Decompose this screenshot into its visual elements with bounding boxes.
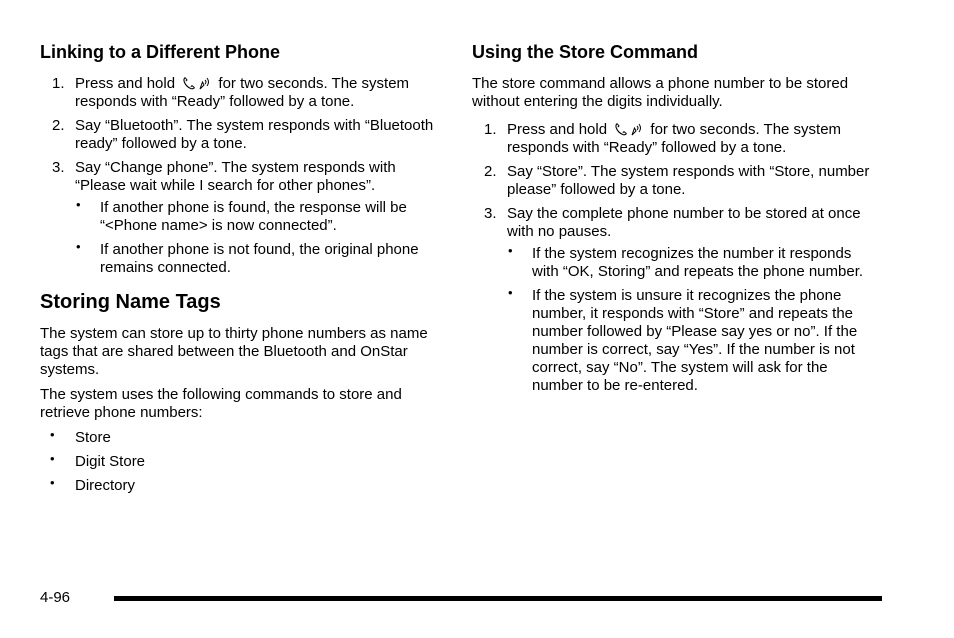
step-text: Say “Store”. The system responds with “Store, number please” followed by a tone.: [507, 163, 870, 198]
command-item: • Store: [40, 429, 440, 447]
command-item: • Digit Store: [40, 453, 440, 471]
step-text: Say “Change phone”. The system responds with “Please wait while I search for other phones”.: [75, 159, 396, 194]
bullet-item: • If the system is unsure it recognizes the phone number, it responds with “Store” and repeats the number followed by “Please say yes or no”. If the number is correct, say “Yes”. If the number is not correct, say “No”. The system will ask for the number to be re-entered.: [507, 287, 882, 395]
store-heading: Using the Store Command: [472, 42, 699, 62]
footer-rule: [114, 596, 882, 601]
step-text: Say the complete phone number to be stored at once with no pauses.: [507, 205, 861, 240]
storing-heading: Storing Name Tags: [40, 291, 221, 313]
command-list: [40, 429, 440, 495]
store-step-1: [472, 121, 882, 157]
command-item: • Directory: [40, 477, 440, 495]
linking-step-3: [40, 159, 440, 277]
linking-step-1: [40, 75, 440, 111]
step-number: 3.: [484, 205, 497, 222]
linking-step-2: [40, 117, 440, 153]
storing-paragraph-2: The system uses the following commands to store and retrieve phone numbers:: [40, 386, 402, 421]
phone-handset-icon: [614, 122, 628, 136]
store-step-2: [472, 163, 882, 199]
store-step-3: [472, 205, 882, 395]
step-number: 2.: [484, 163, 497, 180]
bullet-item: • If another phone is not found, the original phone remains connected.: [75, 241, 440, 277]
linking-steps: [40, 75, 440, 277]
step-number: 1.: [484, 121, 497, 138]
step-text-before: Press and hold: [75, 75, 176, 92]
store-bullets: [507, 245, 882, 395]
bullet-item: • If another phone is found, the response will be “<Phone name> is now connected”.: [75, 199, 440, 235]
store-intro: The store command allows a phone number to be stored without entering the digits individually.: [472, 75, 849, 110]
step-text-before: Press and hold: [507, 121, 608, 138]
phone-handset-icon: [182, 76, 196, 90]
linking-heading: Linking to a Different Phone: [40, 42, 281, 62]
step-number: 2.: [52, 117, 65, 134]
right-column: [472, 40, 882, 401]
left-column: [40, 40, 440, 501]
step-text-after: for two seconds. The system responds with “Ready” followed by a tone.: [507, 121, 842, 156]
step-text: Say “Bluetooth”. The system responds with “Bluetooth ready” followed by a tone.: [75, 117, 434, 152]
step-number: 1.: [52, 75, 65, 92]
voice-recognition-icon: [631, 122, 643, 136]
store-steps: [472, 121, 882, 395]
storing-paragraph-1: The system can store up to thirty phone numbers as name tags that are shared between the Bluetooth and OnStar systems.: [40, 325, 428, 378]
step-number: 3.: [52, 159, 65, 176]
linking-bullets: [75, 199, 440, 277]
voice-recognition-icon: [199, 76, 211, 90]
page-number: 4-96: [40, 589, 71, 606]
bullet-item: • If the system recognizes the number it responds with “OK, Storing” and repeats the phone number.: [507, 245, 882, 281]
step-text-after: for two seconds. The system responds with “Ready” followed by a tone.: [75, 75, 410, 110]
